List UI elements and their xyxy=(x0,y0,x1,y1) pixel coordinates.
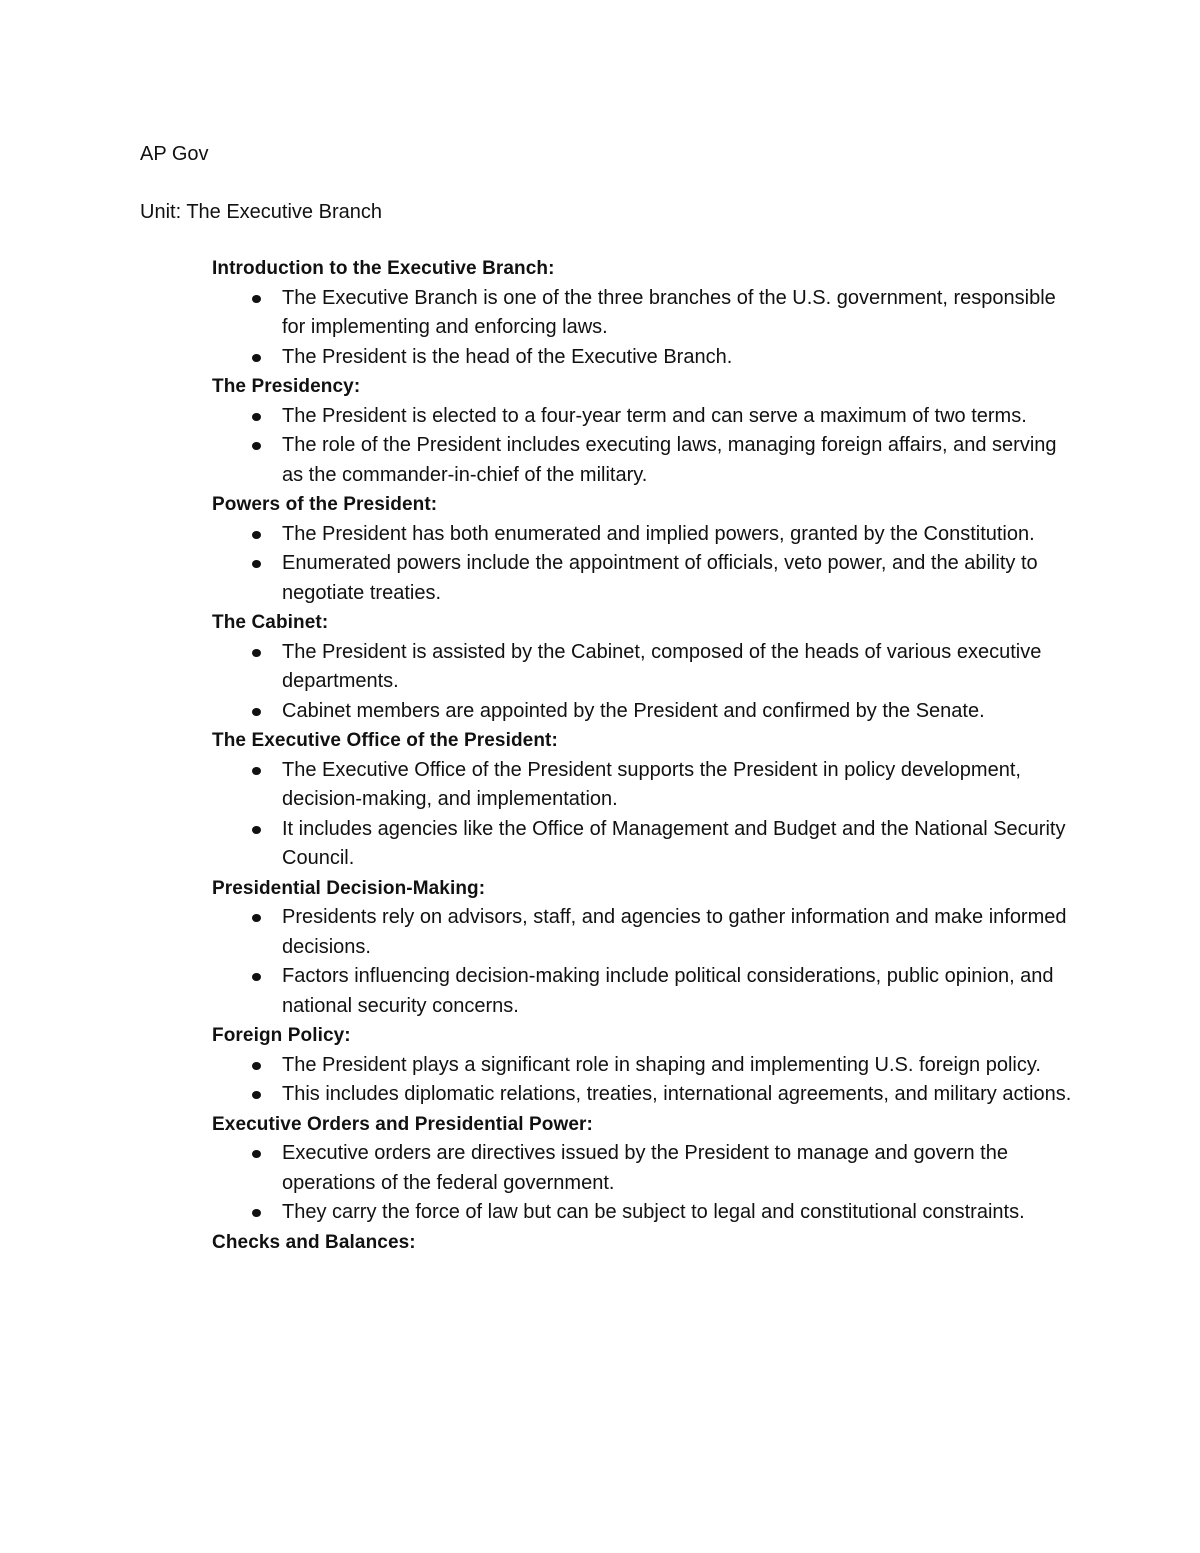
bullet-item xyxy=(212,520,1072,550)
bullet-item xyxy=(212,903,1072,962)
bullet-item xyxy=(212,1198,1072,1228)
bullet-icon xyxy=(252,649,261,657)
section-powers xyxy=(212,490,1072,608)
bullet-icon xyxy=(252,531,261,539)
bullet-icon xyxy=(252,560,261,568)
bullet-icon xyxy=(252,295,261,303)
bullet-icon xyxy=(252,914,261,922)
bullet-icon xyxy=(252,708,261,716)
bullet-item xyxy=(212,756,1072,815)
bullet-item xyxy=(212,431,1072,490)
section-decision-making xyxy=(212,874,1072,1022)
section-heading: Presidential Decision-Making: xyxy=(212,877,486,899)
bullet-text: Enumerated powers include the appointment of officials, veto power, and the ability to negotiate treaties. xyxy=(282,552,1038,604)
section-heading: Introduction to the Executive Branch: xyxy=(212,258,555,279)
section-heading: Executive Orders and Presidential Power: xyxy=(212,1113,593,1135)
section-introduction xyxy=(212,254,1072,372)
section-checks-and-balances xyxy=(212,1228,1072,1258)
bullet-item xyxy=(212,1080,1072,1110)
bullet-list xyxy=(212,520,1072,609)
bullet-text: The President is elected to a four-year term and can serve a maximum of two terms. xyxy=(282,404,1027,427)
bullet-list xyxy=(212,638,1072,727)
bullet-icon xyxy=(252,1062,261,1070)
bullet-list xyxy=(212,756,1072,874)
bullet-icon xyxy=(252,1209,261,1217)
bullet-item xyxy=(212,1051,1072,1081)
bullet-icon xyxy=(252,973,261,981)
bullet-text: The Executive Office of the President supports the President in policy development, decision-making, and implementation. xyxy=(282,758,1021,810)
bullet-text: The President is assisted by the Cabinet, composed of the heads of various executive departments. xyxy=(282,640,1042,692)
section-heading: Checks and Balances: xyxy=(212,1231,416,1253)
bullet-item xyxy=(212,1139,1072,1198)
bullet-item xyxy=(212,549,1072,608)
bullet-item xyxy=(212,815,1072,874)
bullet-icon xyxy=(252,442,261,450)
bullet-text: The President is the head of the Executive Branch. xyxy=(282,345,733,368)
bullet-icon xyxy=(252,1091,261,1099)
bullet-list xyxy=(212,402,1072,491)
document-title: AP Gov xyxy=(140,143,209,165)
bullet-text: They carry the force of law but can be subject to legal and constitutional constraints. xyxy=(282,1201,1025,1223)
section-heading: The Presidency: xyxy=(212,376,361,397)
section-cabinet xyxy=(212,608,1072,726)
bullet-item xyxy=(212,638,1072,697)
bullet-item xyxy=(212,284,1072,343)
bullet-icon xyxy=(252,1150,261,1158)
bullet-item xyxy=(212,343,1072,373)
bullet-icon xyxy=(252,413,261,421)
bullet-text: The Executive Branch is one of the three branches of the U.S. government, responsible for implementing and enforcing laws. xyxy=(282,286,1056,338)
bullet-text: Executive orders are directives issued by the President to manage and govern the operations of the federal government. xyxy=(282,1142,1008,1194)
bullet-icon xyxy=(252,767,261,775)
notes-body xyxy=(212,254,1072,1257)
bullet-list xyxy=(212,284,1072,373)
bullet-item xyxy=(212,962,1072,1021)
section-heading: Powers of the President: xyxy=(212,494,438,515)
bullet-text: This includes diplomatic relations, treaties, international agreements, and military actions. xyxy=(282,1083,1072,1105)
bullet-icon xyxy=(252,826,261,834)
bullet-text: The President plays a significant role in shaping and implementing U.S. foreign policy. xyxy=(282,1053,1041,1076)
bullet-text: It includes agencies like the Office of Management and Budget and the National Security Council. xyxy=(282,817,1066,869)
bullet-text: Cabinet members are appointed by the President and confirmed by the Senate. xyxy=(282,699,985,722)
bullet-list xyxy=(212,903,1072,1021)
section-foreign-policy xyxy=(212,1021,1072,1110)
bullet-list xyxy=(212,1139,1072,1228)
section-executive-orders xyxy=(212,1110,1072,1228)
bullet-text: The role of the President includes executing laws, managing foreign affairs, and serving as the commander-in-chief of the military. xyxy=(282,434,1057,486)
bullet-text: The President has both enumerated and implied powers, granted by the Constitution. xyxy=(282,522,1035,545)
section-presidency xyxy=(212,372,1072,490)
bullet-item xyxy=(212,402,1072,432)
section-executive-office xyxy=(212,726,1072,874)
unit-title: Unit: The Executive Branch xyxy=(140,201,382,223)
bullet-text: Factors influencing decision-making include political considerations, public opinion, and national security concerns. xyxy=(282,965,1054,1017)
section-heading: The Cabinet: xyxy=(212,612,329,633)
section-heading: The Executive Office of the President: xyxy=(212,730,558,751)
bullet-icon xyxy=(252,354,261,362)
bullet-text: Presidents rely on advisors, staff, and agencies to gather information and make informed decisions. xyxy=(282,906,1067,958)
section-heading: Foreign Policy: xyxy=(212,1025,351,1046)
bullet-list xyxy=(212,1051,1072,1110)
bullet-item xyxy=(212,697,1072,727)
